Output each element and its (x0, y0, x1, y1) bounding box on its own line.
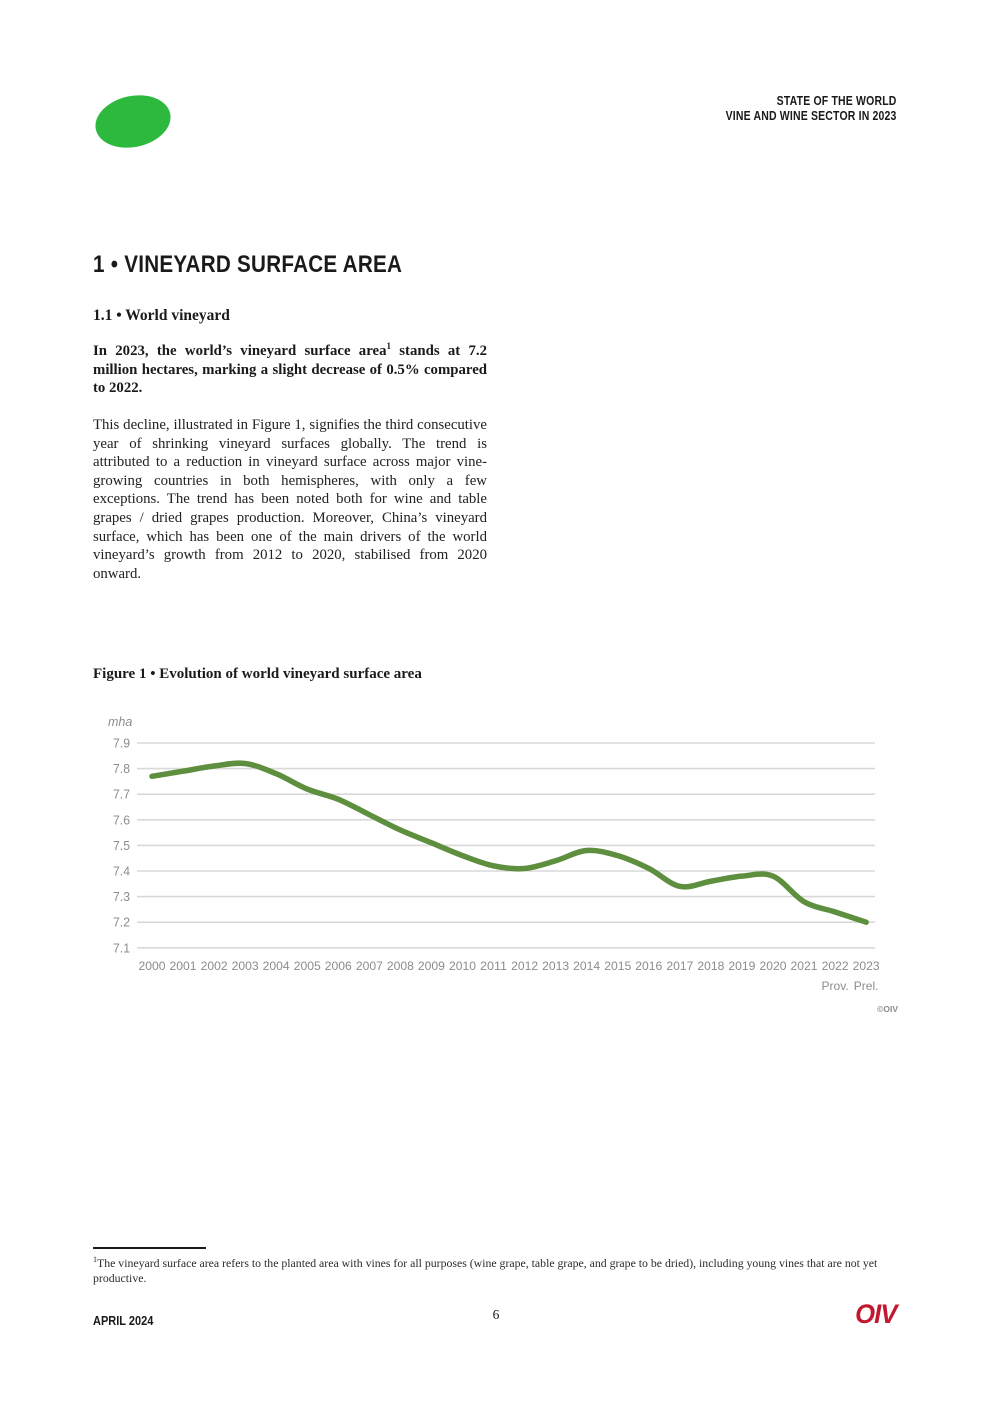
y-tick-label: 7.8 (113, 762, 131, 777)
header-line-1: STATE OF THE WORLD (777, 94, 897, 108)
x-tick-label: 2008 (386, 959, 415, 973)
footnote (93, 1256, 883, 1286)
footnote-text: The vineyard surface area refers to the planted area with vines for all purposes (wine grape, table grape, and grape to be dried), including young vines that are not yet productive. (93, 1256, 878, 1285)
y-tick-label: 7.2 (113, 915, 131, 930)
x-sub-label: Prel. (853, 979, 879, 993)
x-tick-label: 2020 (759, 959, 787, 973)
y-tick-label: 7.7 (113, 787, 131, 802)
x-tick-label: 2011 (480, 959, 508, 973)
oiv-logo: OIV (855, 1299, 897, 1329)
header-line-2: VINE AND WINE SECTOR IN 2023 (726, 109, 897, 123)
figure1-chart (0, 700, 992, 1022)
x-tick-label: 2022 (821, 959, 849, 973)
y-axis-unit-label: mha (108, 715, 133, 729)
page-number: 6 (492, 1307, 500, 1322)
x-tick-label: 2012 (511, 959, 539, 973)
figure1-chart-svg (0, 700, 992, 1022)
x-tick-label: 2013 (542, 959, 570, 973)
x-tick-label: 2019 (728, 959, 756, 973)
x-tick-label: 2003 (231, 959, 259, 973)
x-tick-label: 2016 (635, 959, 663, 973)
x-tick-label: 2001 (169, 959, 197, 973)
x-tick-label: 2015 (604, 959, 632, 973)
y-tick-label: 7.4 (113, 864, 131, 879)
footnote-marker: 1 (93, 1255, 97, 1265)
vineyard-surface-trend-line (152, 763, 866, 922)
lead-text-after: stands at 7.2 million hectares, marking a slight decrease of 0.5% compared to 2022. (93, 343, 487, 397)
x-tick-label: 2018 (697, 959, 725, 973)
y-tick-label: 7.1 (113, 941, 131, 956)
footnote-rule (93, 1247, 206, 1249)
x-tick-label: 2000 (138, 959, 166, 973)
x-tick-label: 2007 (355, 959, 384, 973)
x-tick-label: 2023 (852, 959, 880, 973)
x-tick-label: 2021 (790, 959, 818, 973)
x-sub-label: Prov. (821, 979, 849, 993)
x-tick-label: 2005 (293, 959, 322, 973)
brand-ellipse-logo (91, 89, 176, 155)
y-tick-label: 7.6 (113, 813, 131, 828)
x-tick-label: 2010 (449, 959, 477, 973)
x-tick-label: 2014 (573, 959, 601, 973)
y-tick-label: 7.5 (113, 838, 131, 853)
section-title: 1 • VINEYARD SURFACE AREA (93, 251, 403, 278)
lead-paragraph (93, 342, 487, 398)
y-tick-label: 7.3 (113, 890, 131, 905)
footnote-reference: 1 (386, 341, 391, 352)
y-tick-label: 7.9 (113, 736, 131, 751)
report-header (693, 94, 897, 124)
figure-title: Figure 1 • Evolution of world vineyard surface area (93, 666, 422, 682)
x-tick-label: 2006 (324, 959, 353, 973)
x-tick-label: 2002 (200, 959, 228, 973)
chart-credit: ©OIV (877, 1004, 898, 1014)
body-paragraph: This decline, illustrated in Figure 1, signifies the third consecutive year of shrinking vineyard surfaces globally. The trend is attributed to a reduction in vineyard surface across major vine-growing countries in both hemispheres, with only a few exceptions. The trend has been noted both for wine and table grapes / dried grapes production. Moreover, China’s vineyard surface, which has been one of the main drivers of the world vineyard’s growth from 2012 to 2020, stabilised from 2020 onward. (93, 417, 487, 582)
subsection-title: 1.1 • World vineyard (93, 307, 230, 324)
x-tick-label: 2017 (666, 959, 694, 973)
lead-text-before: In 2023, the world’s vineyard surface area (93, 343, 387, 359)
x-tick-label: 2009 (417, 959, 446, 973)
footer-date: APRIL 2024 (93, 1314, 154, 1328)
x-tick-label: 2004 (262, 959, 291, 973)
